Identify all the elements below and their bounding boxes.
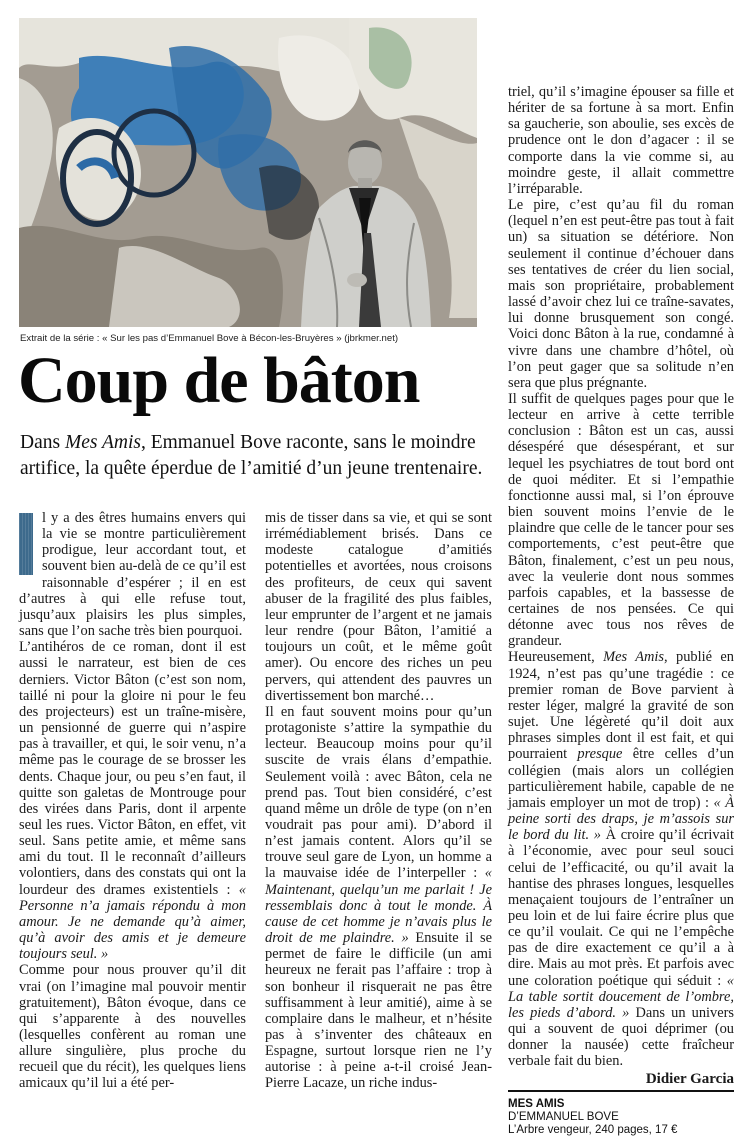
paragraph — [19, 510, 246, 639]
paragraph-text: Heureusement, — [508, 649, 604, 666]
article-column-3 — [508, 84, 734, 1137]
paragraph: Il suffit de quelques pages pour que le lecteur en arrive à cette terrible conclusion : Bâton est un cas, aussi désespéré que désespérant, et sur lequel les psychiatres de tout bord ont de quoi méditer. Et si l’empathie fonctionne aussi mal, si l’on éprouve bien souvent moins l’envie de le plaindre que celle de le tancer pour ses comportements, c’est peut-être que Bâton, finalement, c’est un peu nous, avec la veulerie dont nous sommes parfois capables, et la bassesse de certaines de nos pensées. Ce qui détonne avec tous nos rêves de grandeur. — [508, 390, 734, 650]
author-signature: Didier Garcia — [645, 1070, 734, 1087]
paragraph: triel, qu’il s’imagine épouser sa fille et hériter de sa fortune à sa mort. Enfin sa gaucherie, son aboulie, ses excès de prudence ont le don d’agacer : il se comporte dans la vie comme si, au moindre geste, il allait commettre l’irréparable. — [508, 84, 734, 197]
paragraph: Le pire, c’est qu’au fil du roman (lequel n’en est peut-être pas tout à fait un) sa situation se détériore. Non seulement il continue d’échouer dans ses tentatives de créer du lien social, mais son propriétaire, probablement lassé d’avoir chez lui ce traîne-savates, lui donne brusquement son congé. Voici donc Bâton à la rue, condamné à vivre dans une chambre d’hôtel, où l’on peut gager que sa solitude n’en sera que plus prégnante. — [508, 197, 734, 391]
book-title-italic: Mes Amis — [603, 649, 665, 666]
photo-caption: Extrait de la série : « Sur les pas d’Emmanuel Bove à Bécon-les-Bruyères » (jbrkmer.net) — [20, 333, 399, 344]
paragraph — [265, 704, 492, 1092]
quote: « Personne n’a jamais répondu à mon amour. Je ne demande qu’à aimer, qu’à avoir des amis et je demeure toujours seul. » — [19, 881, 246, 963]
photo-collage-illustration — [19, 18, 477, 327]
paragraph-text: l y a des êtres humains envers qui la vie se montre particulièrement prodigue, leur accordant tout, et souvent bien au-delà de ce qu’il est raisonnable d’espérer ; il en est d’autres à qui elle refuse tout, jusqu’aux plaisirs les plus simples, sans que l’on sache très bien pourquoi. — [19, 510, 246, 640]
article-headline: Coup de bâton — [18, 344, 420, 417]
paragraph-text: Il en faut souvent moins pour qu’un protagoniste s’attire la sympathie du lecteur. Beaucoup moins pour qu’il suscite de vrais élans d’empathie. Seulement voilà : avec Bâton, cela ne prend pas. Tout bien considéré, c’est quand même un drôle de type (on n’en voudrait pas pour ami). D’abord il n’est jamais content. Alors qu’il se trouve seul gare de Lyon, un homme a la mauvaise idée de l’interpeller : — [265, 703, 492, 882]
article-standfirst — [20, 430, 490, 482]
italic-word: presque — [577, 746, 623, 763]
book-title: MES AMIS — [508, 1097, 565, 1110]
book-publisher-details: L’Arbre vengeur, 240 pages, 17 € — [508, 1123, 678, 1136]
standfirst-text-end: , Emmanuel Bove raconte, sans le moindre artifice, la quête éperdue de l’amitié d’un jeune trentenaire. — [20, 432, 483, 479]
paragraph-text: être celles d’un collégien (mais alors un collégien particulièrement habile, capable de ne jamais employer un mot de trop) : — [508, 746, 734, 811]
paragraph-text: Dans un univers qui a souvent de quoi déprimer (ou donner la nausée) cette fraîcheur verbale fait du bien. — [508, 1004, 734, 1070]
standfirst-text-start: Dans — [20, 432, 65, 453]
paragraph: Comme pour nous prouver qu’il dit vrai (on l’imagine mal pouvoir mentir gratuitement), Bâton évoque, dans ce qui s’apparente à des nouvelles (lesquelles confèrent au roman une allure singulière, plus proche du recueil que du récit), les quelques liens amicaux qu’il lui a été per- — [19, 962, 246, 1092]
paragraph-text: Ensuite il se permet de faire le difficile (un ami heureux ne ferait pas l’affaire : trop à son bonheur il risquerait ne pas être suffisamment à leur amitié), aime à se complaire dans le malheur, et n’hésite pas à s’inventer des châteaux en Espagne, surtout lorsque rien ne l’y autorise : à peine a-t-il croisé Jean-Pierre Lacaze, un riche indus- — [265, 930, 492, 1092]
paragraph-text: , publié en 1924, n’est pas qu’une tragédie : ce premier roman de Bove parvient à rester léger, malgré la gravité de son sujet. Une légèreté qu’il doit aux phrases simples dont il est fait, et qui pourraient — [508, 649, 734, 763]
drop-cap — [19, 513, 33, 575]
paragraph — [508, 649, 734, 1069]
article-column-1 — [19, 510, 246, 1092]
article-column-2 — [265, 510, 492, 1092]
quote: « La table sortit doucement de l’ombre, les pieds d’abord. » — [508, 972, 734, 1021]
book-title-italic: Mes Amis — [64, 432, 141, 453]
quote: « Maintenant, quelqu’un me parlait ! Je ressemblais donc à tout le monde. À cause de cet homme je n’avais plus le droit de me plaindre. » — [265, 865, 492, 947]
paragraph: mis de tisser dans sa vie, et qui se sont irrémédiablement brisés. Dans ce modeste catalogue d’amitiés potentielles et avortées, nous croisons des profiteurs, de ceux qui savent abuser de la fragilité des plus faibles, leur emprunter de l’argent et ne jamais leur rendre (pour Bâton, l’amitié a toujours un coût, et le même goût amer). Ou encore des riches un peu pervers, qui attendent des pauvres un divertissement bon marché… — [265, 510, 492, 704]
paragraph-text: L’antihéros de ce roman, dont il est aussi le narrateur, est bien de ces derniers. Victor Bâton (c’est son nom, taillé ni pour la gloire ni pour le feu des projecteurs) est un traîne-misère, un pensionné de guerre qui n’aspire pas à travailler, et qui, le soir venu, n’a même pas le courage de se brosser les dents. Chaque jour, ou peu s’en faut, il quitte son galetas de Montrouge pour des virées dans Paris, dont il arpente seul les rues. Victor Bâton, en effet, vit seul. Sans petite amie, et même sans ami du tout. Il le reconnaît d’ailleurs volontiers, dans des constats qui ont la lourdeur des drames existentiels : — [19, 639, 246, 898]
book-info-box — [508, 1098, 734, 1137]
quote: « À peine sorti des draps, je m’assois sur le bord du lit. » — [508, 794, 734, 844]
paragraph-text: À croire qu’il écrivait à l’économie, avec pour seul souci celui de l’efficacité, ou qu’il avait la hantise des phrases longues, lesquelles menaçaient toujours de l’entraîner un peu loin et de lui faire écrire plus que ce qu’il voulait. Ce qui ne l’empêche pas de dire exactement ce qu’il a à dire. Mais au mot près. Et parfois avec une coloration poétique qui séduit : — [508, 827, 734, 989]
book-author: D’EMMANUEL BOVE — [508, 1110, 619, 1123]
paragraph — [19, 639, 246, 962]
divider — [508, 1090, 734, 1092]
article-photo — [19, 18, 477, 327]
